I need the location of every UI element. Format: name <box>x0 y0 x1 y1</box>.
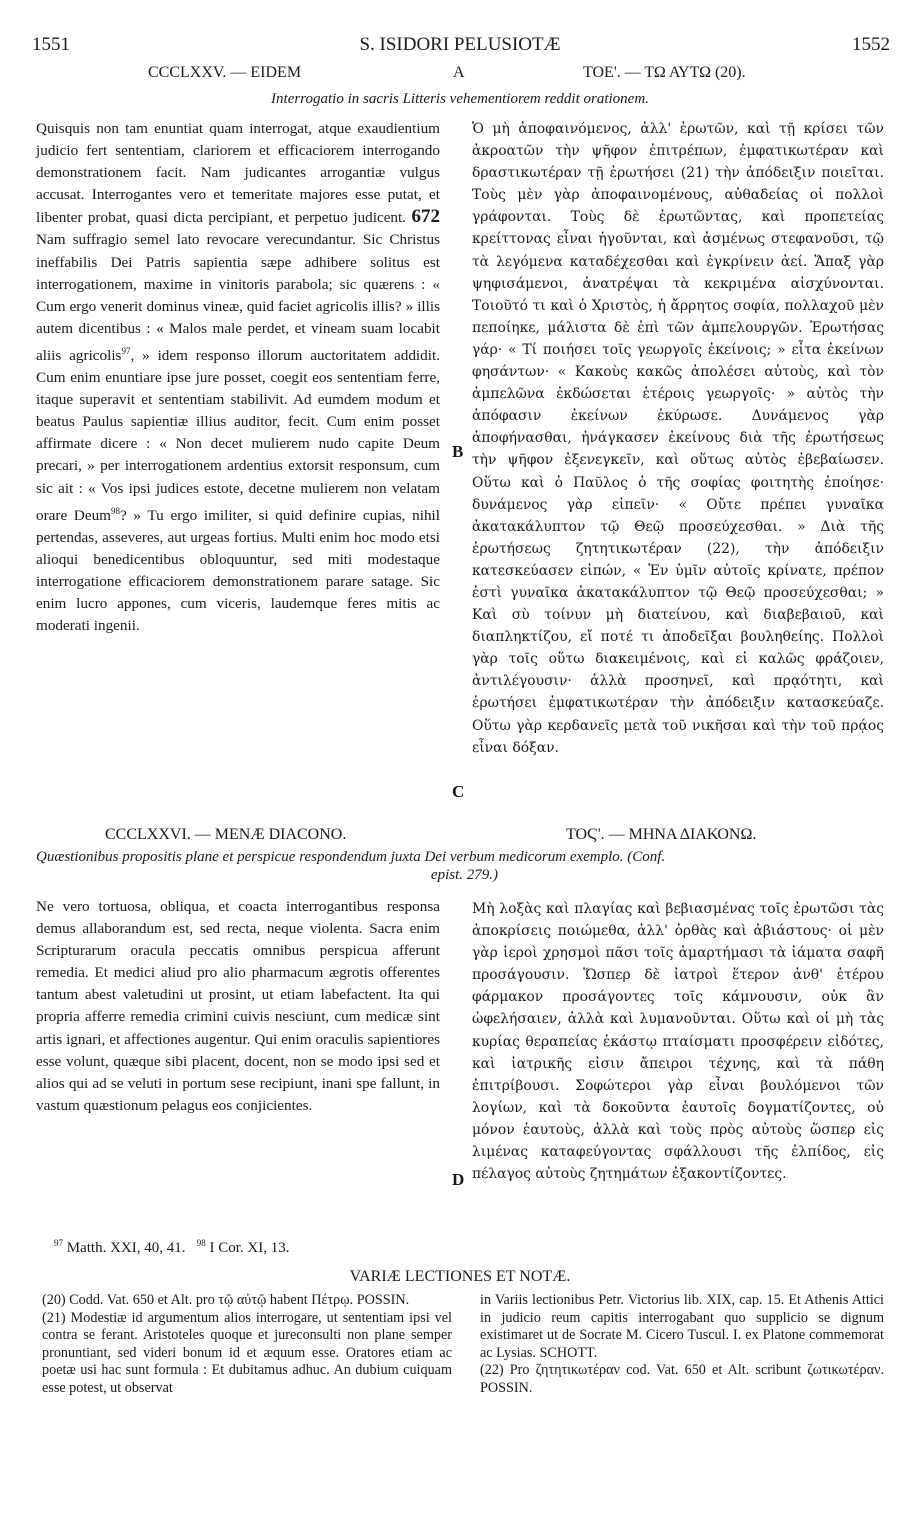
greek-letter-heading-376: ΤΟϚ'. — ΜΗΝΑ ΔΙΑΚΟΝΩ. <box>566 826 757 843</box>
column-mark-d: D <box>452 1170 465 1189</box>
running-title: S. ISIDORI PELUSIOTÆ <box>359 34 561 55</box>
note-22: (22) Pro ζητητικωτέραν cod. Vat. 650 et Alt. scribunt ζωτικωτέραν. POSSIN. <box>480 1362 884 1396</box>
column-number: 672 <box>411 206 440 228</box>
page-number-left: 1551 <box>32 34 70 55</box>
footnote-number: 98 <box>196 1238 206 1248</box>
note-21-cont: in Variis lectionibus Petr. Victorius lib. XIX, cap. 15. Et Athenis Attici in judicio reum capitis interrogabant quo supplicio se dignum existimaret ut de Socrate M. Cicero Tuscul. I. ex Platone commemorat ac Lysias. SCHOTT. <box>480 1292 884 1361</box>
latin-text-375 <box>36 118 440 637</box>
greek-text-375: Ὁ μὴ ἀποφαινόμενος, ἀλλ' ἐρωτῶν, καὶ τῇ κρίσει τῶν ἀκροατῶν τὴν ψῆφον ἐπιτρέπων, ἐμφατικωτέραν καὶ δραστικωτέραν τῇ ἐρωτήσει (21) τὴν ἀπόδειξιν ποιεῖται. Τοὺς μὲν γὰρ ἀποφαινομένους, αὐθαδείας οἱ πολλοὶ γράφονται. Τοὺς δὲ ἐρωτῶντας, καὶ προπετείας κρείττονας εἶναι ἡγοῦνται, καὶ ἀσμένως στεφανοῦσι, τῷ τὰ λεγόμενα καταδέχεσθαι καὶ ἐγκρίνειν ἀεί. Ἅπαξ γὰρ ψηφισάμενοι, ἀνατρέψαι τὰ κεκριμένα αἰσχύνονται. Τοιοῦτό τι καὶ ὁ Χριστὸς, ἡ ἄρρητος σοφία, πολλαχοῦ μὲν πεποίηκε, μάλιστα δὲ ἐπὶ τῶν ἀμπελουργῶν. Ἐρωτήσας γάρ· « Τί ποιήσει τοῖς γεωργοῖς ἐκείνοις; » εἶτα ἐκείνων φησάντων· « Κακοὺς κακῶς ἀπολέσει αὐτοὺς, καὶ τὸν ἀμπελῶνα ἐκδώσεται ἑτέροις γεωργοῖς· » αὐτὸς τὴν ἀπόφασιν ἐκείνων ἐκύρωσε. Δυνάμενος γὰρ ἀποφήνασθαι, ἠνάγκασεν ἐκείνους διὰ τῆς ἐρωτήσεως τὴν ψῆφον ἐξενεγκεῖν, καὶ οὕτως αὐτὸς ἐβεβαίωσεν. Οὕτω καὶ ὁ Παῦλος ὁ τῆς σοφίας φοιτητὴς ἐποίησε· δυνάμενος γὰρ εἰπεῖν· « Οὔτε πρέπει γυναῖκα ἀκατακάλυπτον τῷ Θεῷ προσεύχεσθαι. » Διὰ τῆς ἐρωτήσεως ζητητικωτέραν (22), τὴν ἀπόδειξιν κατεσκεύασεν εἰπών, « Ἐν ὑμῖν αὐτοῖς κρίνατε, πρέπον ἐστὶ γυναῖκα ἀκατακάλυπτον τῷ Θεῷ προσεύχεσθαι; » Καὶ σὺ τοίνυν μὴ διατείνου, καὶ διαβεβαιοῦ, καὶ διαπληκτίζου, εἴ ποτέ τι ἀποδεῖξαι βουληθείης. Πολλοὶ γὰρ τοῖς οὕτω διακειμένοις, καὶ εἰ καλῶς φράζοιεν, ἀντιλέγουσιν· ἀλλὰ προσηνεῖ, καὶ πρᾳότητι, καὶ ἐρωτήσει ἐμφατικωτέραν τὴν ἀπόδειξιν κατασκεύαζε. Οὕτω γὰρ κερδανεῖς μετὰ τοῦ νικῆσαι καὶ τὴν τοῦ πρᾴος εἶναι δόξαν. <box>472 121 884 756</box>
greek-text-376: Μὴ λοξὰς καὶ πλαγίας καὶ βεβιασμένας τοῖς ἐρωτῶσι τὰς ἀποκρίσεις ποιώμεθα, ἀλλ' ὀρθὰς καὶ ἀβιάστους· οἱ μὲν γὰρ ἱεροὶ χρησμοὶ πᾶσι τοῖς ἁμαρτήμασι τὰ ἰάματα σαφῆ προσάγουσιν. Ὥσπερ δὲ ἰατροὶ ἕτερον ἀνθ' ἑτέρου φάρμακον προσάγοντες τοῖς κάμνουσιν, οὐκ ἂν ὠφελήσαιεν, ἀλλὰ καὶ λυμανοῦνται. Οὕτω καὶ οἱ μὴ τὰς κυρίας θεραπείας ἑκάστῳ πταίσματι προσφέρειν εἰδότες, καὶ ἰατρικῆς εἰσιν ἄπειροι τέχνης, καὶ τὰ πάθη ἐπιτρίβουσι. Σοφώτεροι γὰρ εἶναι βουλόμενοι τῶν λογίων, καὶ τὰ δοκοῦντα ἑαυτοῖς δογματίζοντες, οὐ μόνον ἑαυτοὺς, ἀλλὰ καὶ τοὺς πρὸς αὐτοὺς ὥσπερ εἰς λιμένας καταφεύγοντας σφάλλουσι τῆς ἐλπίδος, εἰς πέλαγος αὐτοὺς ζητημάτων ἐξακοντίζοντες. <box>472 901 884 1183</box>
column-mark-a: A <box>453 64 465 81</box>
latin-text-part: ? » Tu ergo imiliter, si quid definire cupias, nihil pertendas, asseveres, aut urgeas fortius. Multi enim hoc modo etsi alioqui benedicentibus obloquuntur, sed miti modestaque interrogatione efficaciorem demonstrationem parare satage. Sic enim lucro appones, cum viceris, laudemque feres mitis ac moderati ingenii. <box>36 506 440 635</box>
notes-left-column <box>42 1292 452 1398</box>
page-number-right: 1552 <box>852 34 890 55</box>
notes-right-column <box>480 1292 884 1398</box>
greek-letter-heading: ΤΟΕ'. — ΤΩ ΑΥΤΩ (20). <box>583 64 746 81</box>
latin-letter-heading: CCCLXXV. — EIDEM <box>148 64 302 81</box>
footnote-ref-97: 97 <box>121 345 131 356</box>
note-20: (20) Codd. Vat. 650 et Alt. pro τῷ αὐτῷ habent Πέτρῳ. POSSIN. <box>42 1292 410 1308</box>
latin-letter-heading-376: CCCLXXVI. — MENÆ DIACONO. <box>105 826 347 843</box>
letter-summary-376: Quæstionibus propositis plane et perspicue respondendum juxta Dei verbum medicorum exemplo. (Conf. <box>36 849 666 865</box>
letter-summary-376-cont: epist. 279.) <box>430 867 498 883</box>
footnotes <box>54 1238 290 1257</box>
footnote-text: Matth. XXI, 40, 41. <box>66 1240 186 1256</box>
letter-summary: Interrogatio in sacris Litteris vehementiorem reddit orationem. <box>271 91 649 107</box>
column-mark-c: C <box>452 782 465 801</box>
footnote-text: I Cor. XI, 13. <box>209 1240 290 1256</box>
footnote-ref-98: 98 <box>111 505 120 516</box>
notes-heading: VARIÆ LECTIONES ET NOTÆ. <box>349 1268 571 1285</box>
latin-text-part: Nam suffragio semel lato revocare verecundantur. Sic Christus ineffabilis Dei Patris sapientia sæpe adhibere solitus est interrogationem, maxime in vinitoris parabola; sic quærens : « Cum ergo venerit dominus vineæ, quid faciet agricolis illis? » illis autem dicentibus : « Malos male perdet, et vineam suam locabit aliis agricolis <box>36 231 440 364</box>
latin-text-part: , » idem responso illorum auctoritatem addidit. Cum enim enuntiare ipse jure posset, coegit eos sententiam ferre, itaque superavit et sententiam stabilivit. Ad eumdem modum et beatus Paulus sapientiæ illius auditor, fecit. Cum enim posset affirmate dicere : « Non decet mulierem nudo capite Deum precari, » per interrogationem ardentius extorsit responsum, cum sic ait : « Vos ipsi judices estote, decetne mulierem non velatam orare Deum <box>36 347 440 524</box>
latin-text-part: Quisquis non tam enuntiat quam interrogat, atque exaudientium judicio fert sententiam, clariorem et efficaciorem interrogando demonstrationem facit. Nam judicantes arrogantiæ vulgus accusat. Interrogantes vero et temeritate majores esse putat, et libenter probat, quasi dicta percipiant, et perpetuo judicent. <box>36 120 440 227</box>
footnote-number: 97 <box>54 1238 63 1248</box>
latin-text-376: Ne vero tortuosa, obliqua, et coacta interrogantibus responsa demus allaborandum est, sed recta, neque violenta. Sacra enim Scripturarum oracula peccatis omnibus perspicua afferunt remedia. Et medici aliud pro alio pharmacum ægrotis offerentes tantum abest valetudini ut prosint, ut etiam labefactent. Ita qui propria afferre remedia crimini cuivis nesciunt, cum medicæ sint artis ignari, et affectiones augentur. Qui enim oraculis sapientiores esse volunt, quæque sibi placent, docent, non se modo ipsi sed et alios qui ad se veluti in portum sese recipiunt, inani spe fallunt, in vastum quæstionum pelagus eos conjicientes. <box>36 898 440 1114</box>
column-mark-b: B <box>452 442 464 461</box>
note-21: (21) Modestiæ id argumentum alios interrogare, ut sententiam ipsi vel contra se ferant. Aristoteles quoque et jureconsulti non plane semper pronuntiant, sed videri bonum id et æquum esse. Oratores etiam ac poetæ usi hac sunt formula : Et dubitamus adhuc. An dubium cuiquam esse potest, ut observat <box>42 1309 452 1396</box>
